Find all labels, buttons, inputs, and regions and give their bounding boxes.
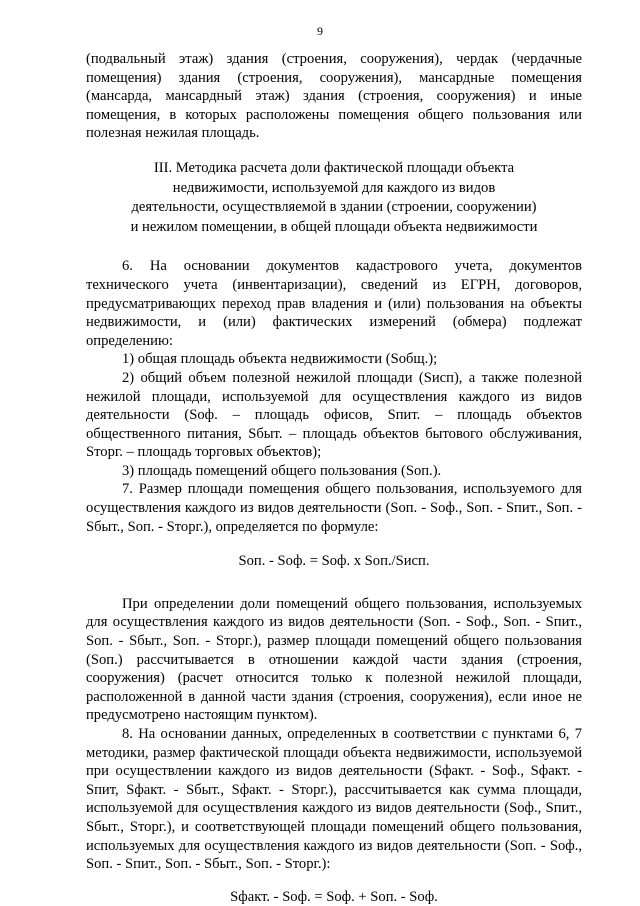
- heading-line-4: и нежилом помещении, в общей площади объекта недвижимости: [130, 218, 538, 235]
- formula-1: Sоп. - Sоф. = Sоф. x Sоп./Sисп.: [238, 553, 430, 570]
- paragraph-7-continued: При определении доли помещений общего пользования, используемых для осуществления каждого из видов деятельности (Sоп. - Sоф., Sоп. - Sпит., Sоп. - Sбыт., Sоп. - Sторг.), размер площади помещений общего пользования (Sоп.) рассчитывается в отношении каждой части здания (строения, сооружения) (расчет относится только к полезной нежилой площади, расположенной в данной части здания (строения, сооружения), если иное не предусмотрено настоящим пунктом).: [86, 595, 582, 724]
- heading-line-1: III. Методика расчета доли фактической площади объекта: [153, 159, 515, 176]
- document-body: [86, 50, 582, 906]
- heading-line-3: деятельности, осуществляемой в здании (строении, сооружении): [131, 199, 537, 216]
- page-number: 9: [317, 24, 323, 38]
- list-item-1: 1) общая площадь объекта недвижимости (Sобщ.);: [122, 351, 438, 368]
- list-item-2: 2) общий объем полезной нежилой площади (Sисп), а также полезной нежилой площади, используемой для осуществления каждого из видов деятельности (Sоф. – площадь офисов, Sпит. – площадь объектов общественного питания, Sбыт. – площадь объектов бытового обслуживания, Sторг. – площадь торговых объектов);: [86, 369, 582, 461]
- section-heading: [86, 159, 582, 237]
- list-item-3: 3) площадь помещений общего пользования (Sоп.).: [122, 462, 442, 479]
- intro-paragraph: (подвальный этаж) здания (строения, сооружения), чердак (чердачные помещения) здания (строения, сооружения), мансардные помещения (мансарда, мансардный этаж) здания (строения, сооружения) и иные помещения, в которых расположены помещения общего пользования или полезная нежилая площадь.: [86, 51, 582, 142]
- heading-line-2: недвижимости, используемой для каждого из видов: [172, 179, 496, 196]
- formula-2: Sфакт. - Sоф. = Sоф. + Sоп. - Sоф.: [230, 888, 438, 905]
- paragraph-6: 6. На основании документов кадастрового учета, документов технического учета (инвентаризации), сведений из ЕГРН, договоров, предусматривающих переход прав владения и (или) пользования на объекты недвижимости, и (или) фактических измерений (обмера) подлежат определению:: [86, 258, 582, 349]
- paragraph-8: 8. На основании данных, определенных в соответствии с пунктами 6, 7 методики, размер фактической площади объекта недвижимости, используемой при осуществлении каждого из видов деятельности (Sфакт. - Sоф., Sфакт. - Sпит, Sфакт. - Sбыт., Sфакт. - Sторг.), рассчитывается как сумма площади, используемой для осуществления каждого из видов деятельности (Sоф., Sпит., Sбыт., Sторг.), и соответствующей площади помещений общего пользования, используемых для осуществления каждого из видов деятельности (Sоп. - Sоф., Sоп. - Sпит., Sоп. - Sбыт., Sоп. - Sторг.):: [86, 726, 582, 873]
- paragraph-7: 7. Размер площади помещения общего пользования, используемого для осуществления каждого из видов деятельности (Sоп. - Sоф., Sоп. - Sпит., Sоп. - Sбыт., Sоп. - Sторг.), определяется по формуле:: [86, 481, 582, 535]
